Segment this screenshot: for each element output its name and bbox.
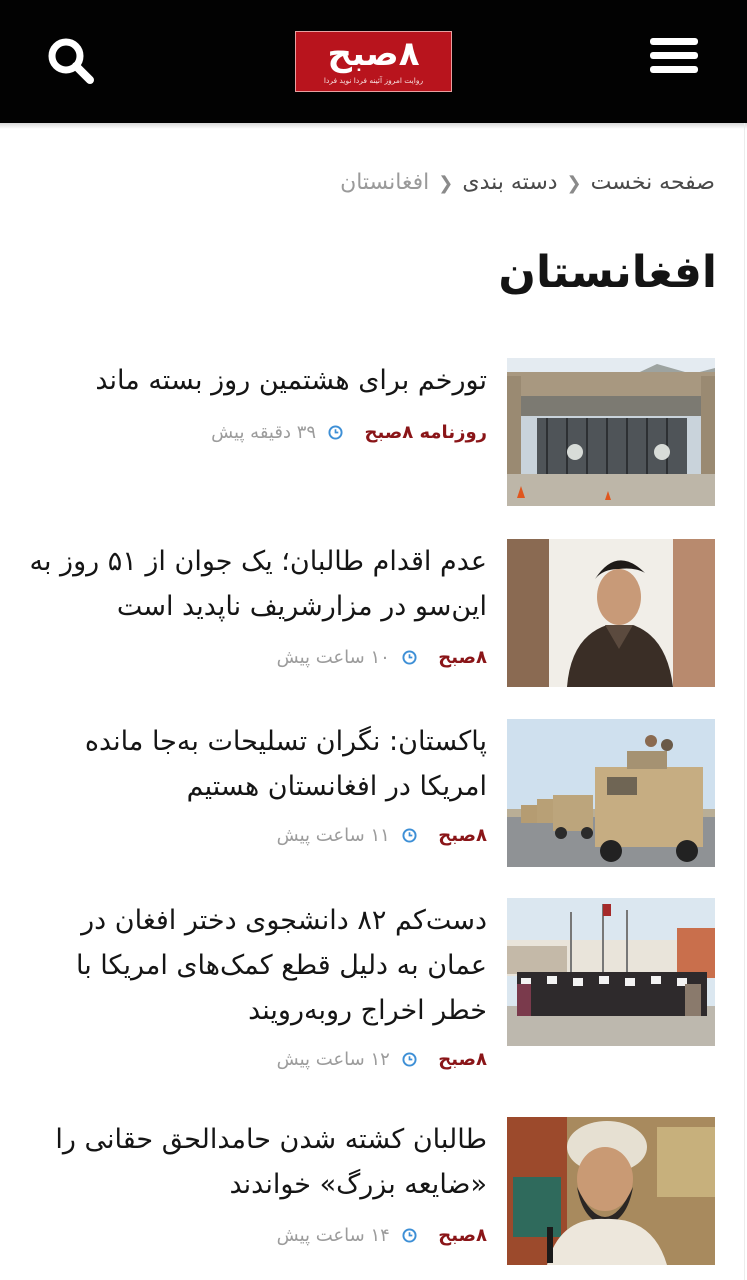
article-time: ۱۰ ساعت پیش — [276, 647, 390, 668]
clock-icon — [402, 1228, 417, 1243]
article-author[interactable]: روزنامه ۸صبح — [364, 422, 487, 443]
clock-icon — [402, 828, 417, 843]
hamburger-menu-button[interactable] — [650, 38, 698, 80]
breadcrumb — [340, 170, 715, 195]
menu-icon-bar — [650, 38, 698, 45]
article-title[interactable]: تورخم برای هشتمین روز بسته ماند — [95, 365, 487, 396]
young-man-portrait-photo — [507, 539, 715, 687]
article-author[interactable]: ۸صبح — [438, 1049, 487, 1070]
article-time: ۱۲ ساعت پیش — [276, 1049, 390, 1070]
page-title: افغانستان — [498, 247, 717, 298]
article-meta — [277, 1225, 487, 1246]
article-time: ۳۹ دقیقه پیش — [211, 422, 317, 443]
article-meta — [277, 647, 487, 668]
article-thumbnail[interactable] — [507, 539, 715, 687]
page-edge-rule — [744, 123, 745, 1280]
breadcrumb-current: افغانستان — [340, 170, 430, 195]
article-title[interactable]: عدم اقدام طالبان؛ یک جوان از ۵۱ روز به این‌سو در مزارشریف ناپدید است — [29, 546, 487, 622]
article-title[interactable]: طالبان کشته شدن حامدالحق حقانی را «ضایعه بزرگ» خواندند — [55, 1124, 487, 1200]
article-time: ۱۱ ساعت پیش — [276, 825, 390, 846]
article-thumbnail[interactable] — [507, 898, 715, 1046]
menu-icon-bar — [650, 52, 698, 59]
article-author[interactable]: ۸صبح — [438, 1225, 487, 1246]
article-author[interactable]: ۸صبح — [438, 647, 487, 668]
article-thumbnail[interactable] — [507, 1117, 715, 1265]
clock-icon — [402, 650, 417, 665]
border-gate-photo — [507, 358, 715, 506]
menu-icon-bar — [650, 66, 698, 73]
students-group-photo — [507, 898, 715, 1046]
armored-vehicles-photo — [507, 719, 715, 867]
article-meta — [277, 1049, 487, 1070]
top-bar — [0, 0, 747, 123]
article-time: ۱۴ ساعت پیش — [276, 1225, 390, 1246]
chevron-left-icon: ❮ — [438, 173, 454, 194]
article-title[interactable]: پاکستان: نگران تسلیحات به‌جا مانده امریکا در افغانستان هستیم — [84, 726, 487, 802]
chevron-left-icon: ❮ — [566, 173, 582, 194]
breadcrumb-home[interactable]: صفحه نخست — [590, 170, 715, 195]
clock-icon — [328, 425, 343, 440]
article-meta — [277, 825, 487, 846]
article-thumbnail[interactable] — [507, 719, 715, 867]
search-button[interactable] — [44, 34, 98, 88]
logo-tagline: روایت امروز آئینه فردا نوید فردا — [323, 76, 424, 85]
article-title[interactable]: دست‌کم ۸۲ دانشجوی دختر افغان در عمان به دلیل قطع کمک‌های امریکا با خطر اخراج روبه‌رویند — [75, 905, 487, 1026]
article-author[interactable]: ۸صبح — [438, 825, 487, 846]
cleric-portrait-photo — [507, 1117, 715, 1265]
clock-icon — [402, 1052, 417, 1067]
header-shadow — [0, 123, 747, 129]
site-logo[interactable] — [295, 31, 452, 92]
search-icon — [44, 34, 98, 88]
article-thumbnail[interactable] — [507, 358, 715, 506]
article-meta — [211, 422, 487, 443]
breadcrumb-category[interactable]: دسته بندی — [462, 170, 558, 195]
logo-text: ۸صبح — [327, 34, 420, 74]
